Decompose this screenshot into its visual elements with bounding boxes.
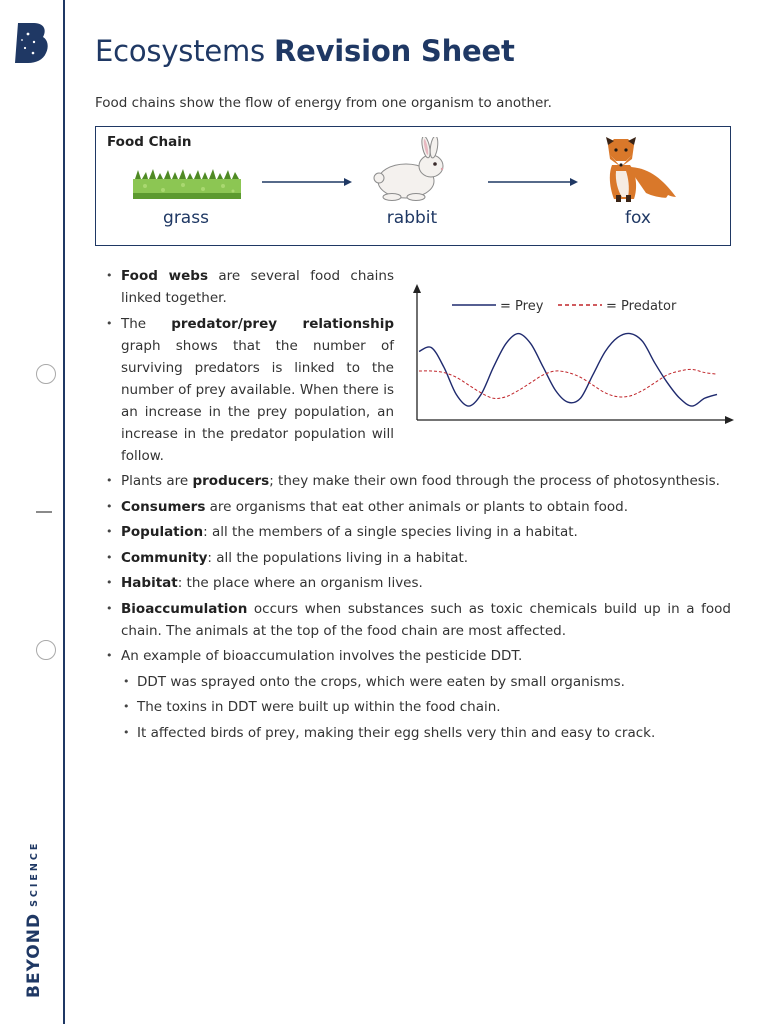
- sub-bullet-item: [123, 696, 731, 718]
- intro-text: Food chains show the flow of energy from one organism to another.: [95, 95, 552, 111]
- bullet-list: [106, 265, 731, 747]
- bullet-term: Habitat: [121, 575, 178, 591]
- bullet-item: [106, 521, 731, 543]
- legend-predator-label: = Predator: [606, 299, 677, 314]
- bullet-term: Food webs: [121, 268, 209, 284]
- bullet-item: [106, 496, 731, 518]
- arrow-icon: [262, 176, 352, 188]
- page-title-part2: Revision Sheet: [274, 34, 515, 68]
- food-chain-title: Food Chain: [107, 134, 192, 150]
- punch-hole-bottom: [36, 640, 56, 660]
- bullet-item: [106, 470, 731, 492]
- bullet-text: It affected birds of prey, making their egg shells very thin and easy to crack.: [137, 724, 656, 741]
- bullet-text: The toxins in DDT were built up within the food chain.: [137, 699, 501, 715]
- bullet-text: An example of bioaccumulation involves the pesticide DDT.: [121, 648, 523, 664]
- margin-line: [63, 0, 65, 1024]
- bullet-text: : all the members of a single species living in a habitat.: [203, 524, 578, 540]
- bullet-text: : all the populations living in a habitat.: [207, 549, 469, 566]
- punch-hole-top: [36, 364, 56, 384]
- bullet-term: Consumers: [121, 498, 206, 515]
- sub-bullet-item: [123, 671, 731, 693]
- bullet-text: are several food chains linked together.: [121, 268, 395, 306]
- bullet-text: occurs when substances such as toxic chemicals build up in a food chain. The animals at the top of the food chain are most affected.: [121, 600, 731, 639]
- brand-sub: SCIENCE: [28, 840, 40, 907]
- bullet-term: predator/prey relationship: [171, 315, 394, 332]
- bullet-text: DDT was sprayed onto the crops, which were eaten by small organisms.: [137, 673, 625, 690]
- bullet-term: Bioaccumulation: [121, 600, 248, 617]
- brand-vertical: [22, 818, 46, 998]
- bullet-term: Community: [121, 549, 208, 566]
- bullet-item: [106, 598, 731, 642]
- bullet-text: Plants are: [121, 473, 193, 489]
- food-chain-label-rabbit: rabbit: [386, 208, 438, 228]
- bullet-text: The: [121, 315, 172, 332]
- bullet-term: Population: [121, 524, 204, 540]
- bullet-item: [106, 645, 731, 667]
- grass-icon: [133, 167, 241, 199]
- food-chain-label-fox: fox: [625, 208, 651, 228]
- arrow-icon: [488, 176, 578, 188]
- bullet-item: [106, 313, 394, 467]
- fold-mark: [36, 511, 52, 513]
- food-chain-label-grass: grass: [163, 208, 209, 228]
- brand-main: BEYOND: [24, 912, 44, 998]
- bullet-text: ; they make their own food through the process of photosynthesis.: [269, 473, 720, 489]
- bullet-term: producers: [192, 473, 270, 489]
- legend-prey-label: = Prey: [500, 299, 544, 314]
- bullet-item: [106, 547, 731, 569]
- bullet-item: [106, 265, 394, 309]
- bullet-item: [106, 572, 731, 594]
- sub-bullet-item: [123, 722, 731, 744]
- bullet-text: graph shows that the number of surviving predators is linked to the number of prey available. When there is an increase in the prey population, an increase in the predator population will follow.: [121, 337, 394, 464]
- bullet-text: : the place where an organism lives.: [177, 575, 423, 591]
- rabbit-icon: [370, 137, 454, 201]
- page-title: [95, 34, 515, 68]
- page-title-part1: Ecosystems: [95, 34, 265, 68]
- food-chain-box: [95, 126, 731, 246]
- fox-icon: [598, 137, 680, 203]
- beyond-logo-icon: [14, 22, 50, 64]
- bullet-text: are organisms that eat other animals or plants to obtain food.: [205, 498, 629, 515]
